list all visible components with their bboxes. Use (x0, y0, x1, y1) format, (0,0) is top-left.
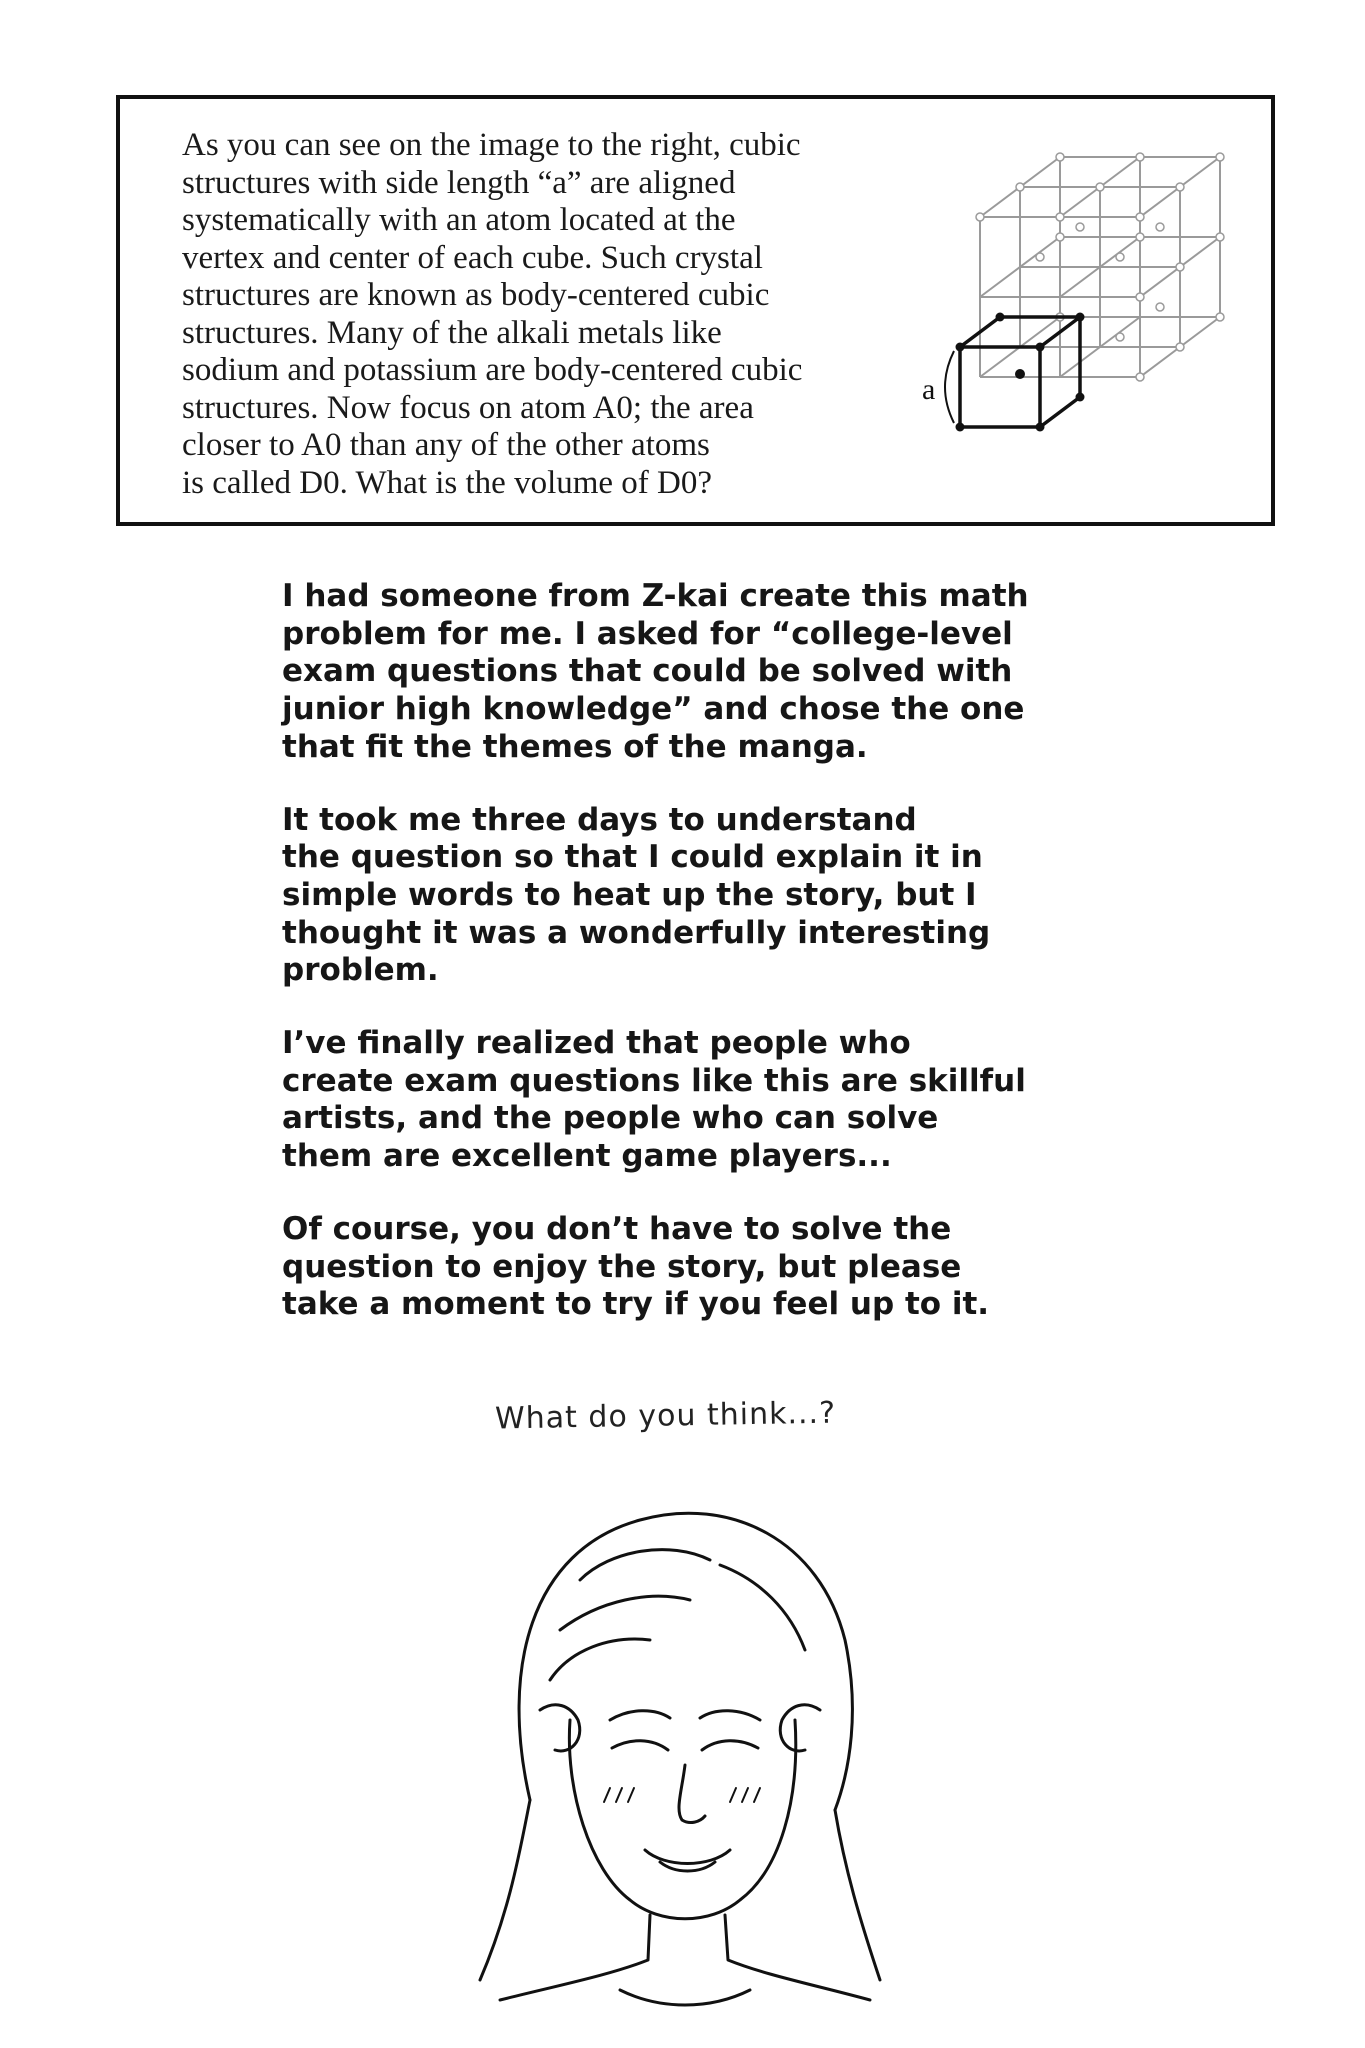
commentary (282, 578, 1182, 1359)
bcc-lattice-diagram (922, 137, 1240, 467)
problem-text: As you can see on the image to the right, cubic structures with side length “a” are aligned systematically with an atom located at the vertex and center of each cube. Such crystal structures are known as body-centered cubic structures. Many of the alkali metals like sodium and potassium are body-centered cubic structures. Now focus on atom A0; the area closer to A0 than any of the other atoms is called D0. What is the volume of D0? (182, 127, 803, 501)
commentary-paragraph: I had someone from Z-kai create this math problem for me. I asked for “college-level exam questions that could be solved with junior high knowledge” and chose the one that fit the themes of the manga. (282, 578, 1029, 765)
speech-text: What do you think...? (494, 1395, 837, 1437)
commentary-paragraph: Of course, you don’t have to solve the question to enjoy the story, but please take a moment to try if you feel up to it. (282, 1210, 990, 1323)
author-portrait (460, 1470, 900, 2020)
commentary-paragraph: It took me three days to understand the question so that I could explain it in simple words to heat up the story, but I thought it was a wonderfully interesting problem. (282, 801, 991, 989)
side-length-arc (945, 351, 954, 423)
side-length-label: a (922, 373, 936, 406)
center-atom (1015, 369, 1025, 379)
commentary-paragraph: I’ve finally realized that people who create exam questions like this are skillful artists, and the people who can solve them are excellent game players... (282, 1025, 1026, 1175)
problem-box (116, 95, 1275, 526)
